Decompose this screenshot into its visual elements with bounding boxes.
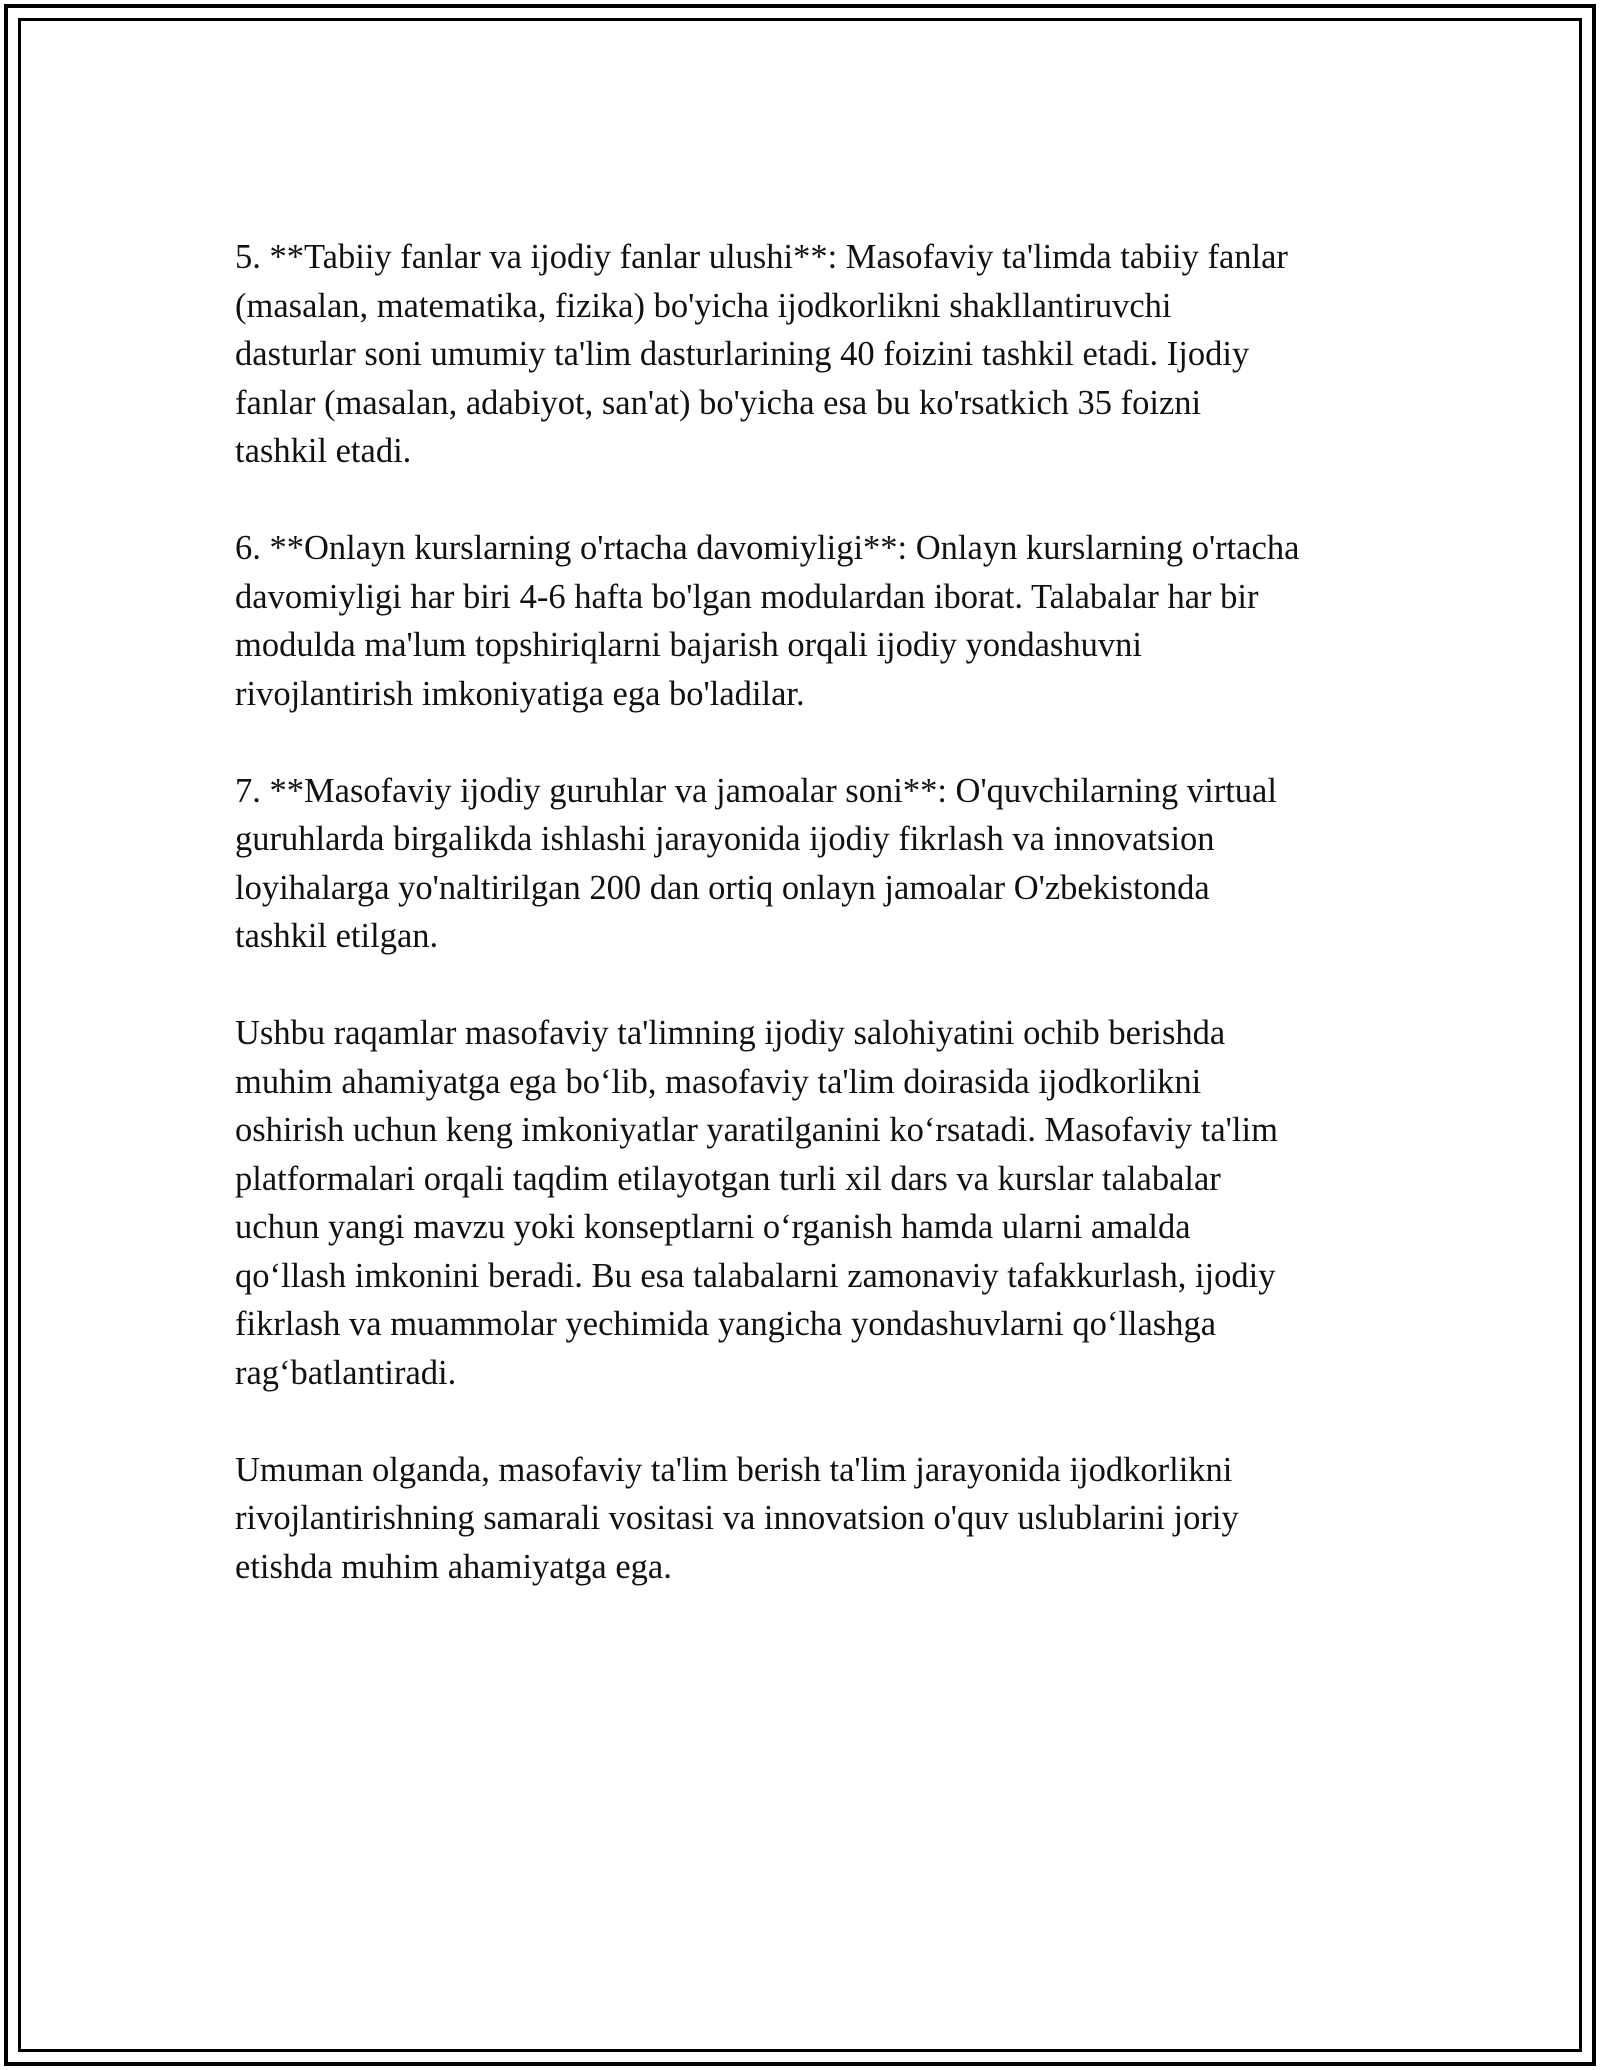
paragraph-item-7-creative-groups: 7. **Masofaviy ijodiy guruhlar va jamoalar soni**: O'quvchilarning virtual guruhlarda birgalikda ishlashi jarayonida ijodiy fikrlash va innovatsion loyihalarga yo'naltirilgan 200 dan ortiq onlayn jamoalar O'zbekistonda tashkil etilgan.: [235, 771, 1277, 955]
document-body: [235, 233, 1375, 1640]
paragraph-item-6-course-duration: 6. **Onlayn kurslarning o'rtacha davomiyligi**: Onlayn kurslarning o'rtacha davomiyligi har biri 4-6 hafta bo'lgan modulardan iborat. Talabalar har bir modulda ma'lum topshiriqlarni bajarish orqali ijodiy yondashuvni rivojlantirish imkoniyatiga ega bo'ladilar.: [235, 529, 1300, 713]
paragraph-summary: Ushbu raqamlar masofaviy ta'limning ijodiy salohiyatini ochib berishda muhim ahamiyatga ega bo‘lib, masofaviy ta'lim doirasida ijodkorlikni oshirish uchun keng imkoniyatlar yaratilganini ko‘rsatadi. Masofaviy ta'lim platformalari orqali taqdim etilayotgan turli xil dars va kurslar talabalar uchun yangi mavzu yoki konseptlarni o‘rganish hamda ularni amalda qo‘llash imkonini beradi. Bu esa talabalarni zamonaviy tafakkurlash, ijodiy fikrlash va muammolar yechimida yangicha yondashuvlarni qo‘llashga rag‘batlantiradi.: [235, 1014, 1278, 1392]
paragraph-item-5-science-creative-share: 5. **Tabiiy fanlar va ijodiy fanlar ulushi**: Masofaviy ta'limda tabiiy fanlar (masalan, matematika, fizika) bo'yicha ijodkorlikni shakllantiruvchi dasturlar soni umumiy ta'lim dasturlarining 40 foizini tashkil etadi. Ijodiy fanlar (masalan, adabiyot, san'at) bo'yicha esa bu ko'rsatkich 35 foizni tashkil etadi.: [235, 238, 1288, 470]
paragraph-conclusion: Umuman olganda, masofaviy ta'lim berish ta'lim jarayonida ijodkorlikni rivojlantirishning samarali vositasi va innovatsion o'quv uslublarini joriy etishda muhim ahamiyatga ega.: [235, 1450, 1239, 1586]
